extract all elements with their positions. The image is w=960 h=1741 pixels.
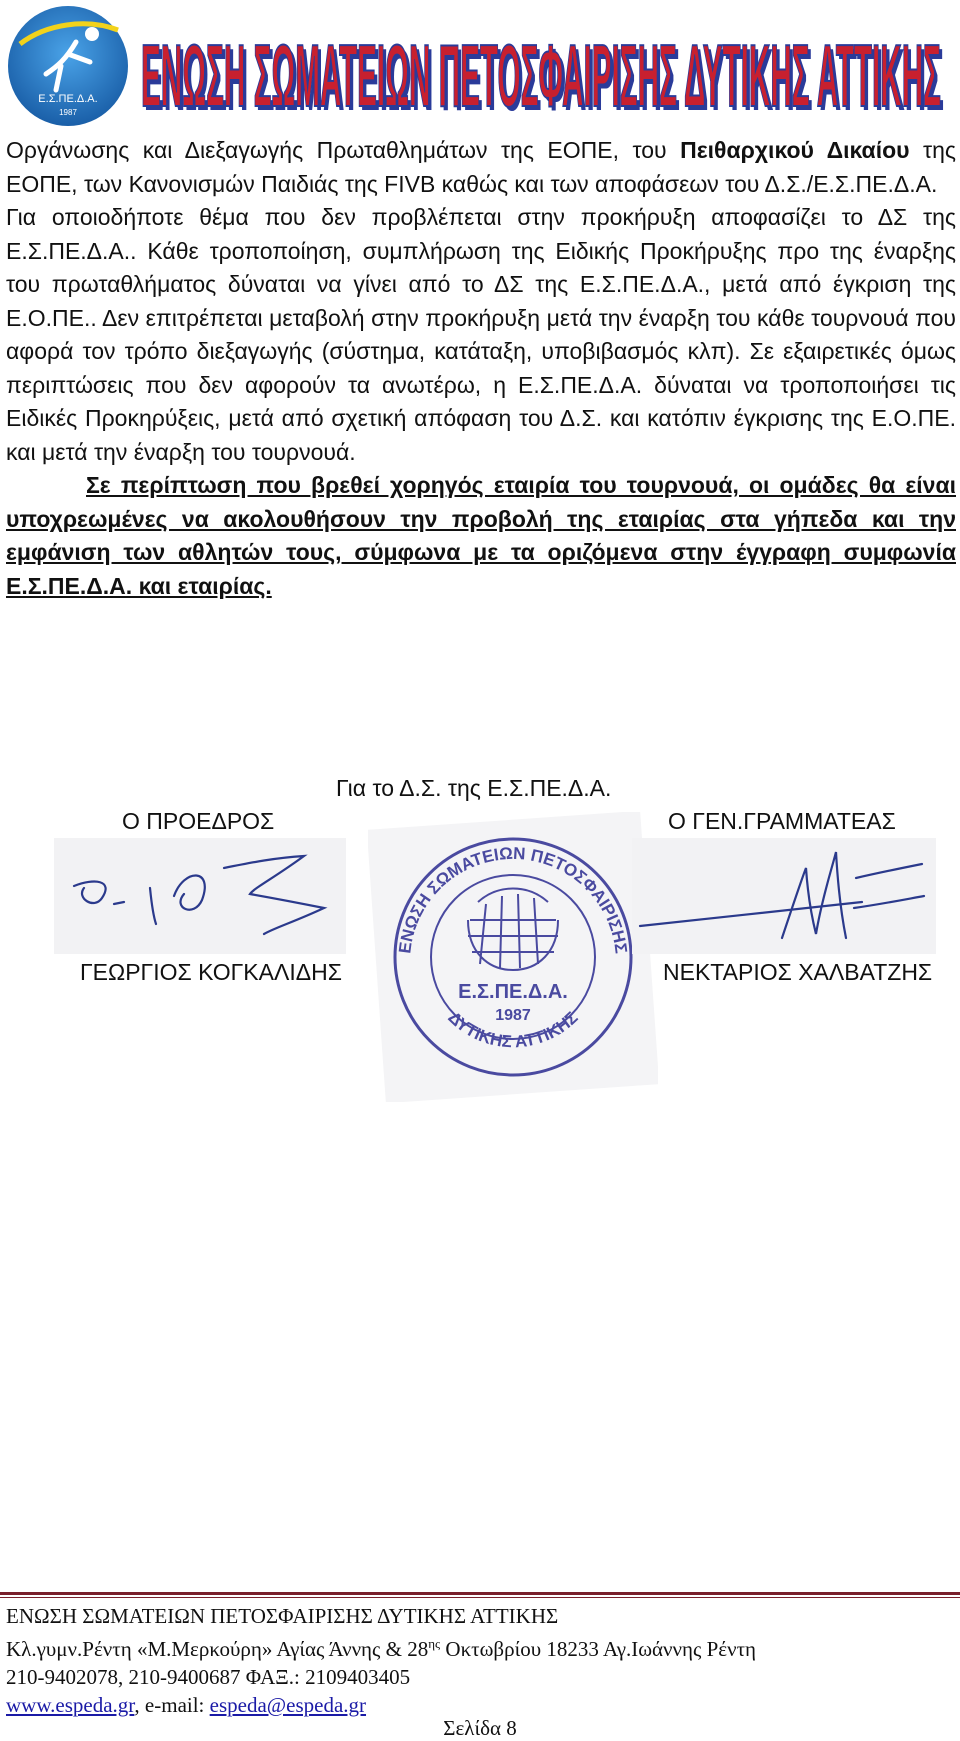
page-header xyxy=(0,0,960,132)
footer-divider xyxy=(0,1592,960,1595)
paragraph-amendments: Για οποιοδήποτε θέμα που δεν προβλέπεται στην προκήρυξη αποφασίζει το ΔΣ της Ε.Σ.ΠΕ.Δ.Α.. Κάθε τροποποίηση, συμπλήρωση της Ειδικής Προκήρυξης προ της έναρξης του πρωταθλήματος δύναται να γίνει από το ΔΣ της Ε.Σ.ΠΕ.Δ.Α., μετά από έγκριση της Ε.Ο.ΠΕ.. Δεν επιτρέπεται μεταβολή στην προκήρυξη μετά την έναρξη του κάθε τουρνουά που αφορά τον τρόπο διεξαγωγής (σύστημα, κατάταξη, υποβιβασμός κλπ). Σε εξαιρετικές όμως περιπτώσεις που δεν αφορούν τα ανωτέρω, η Ε.Σ.ΠΕ.Δ.Α. δύναται να τροποποιήσει τις Ειδικές Προκηρύξεις, μετά από σχετική απόφαση του Δ.Σ. και κατόπιν έγκρισης της Ε.Ο.ΠΕ. και μετά την έναρξη του τουρνουά. xyxy=(6,204,956,465)
footer-org: ΕΝΩΣΗ ΣΩΜΑΤΕΙΩΝ ΠΕΤΟΣΦΑΙΡΙΣΗΣ ΔΥΤΙΚΗΣ ΑΤΤΙΚΗΣ xyxy=(6,1604,559,1628)
svg-text:ΕΝΩΣΗ ΣΩΜΑΤΕΙΩΝ ΠΕΤΟΣΦΑΙΡΙΣΗΣ: ΕΝΩΣΗ ΣΩΜΑΤΕΙΩΝ ΠΕΤΟΣΦΑΙΡΙΣΗΣ ΔΥΤΙΚΗΣ ΑΤΤΙΚΗΣ xyxy=(144,30,944,128)
paragraph-regulations: Οργάνωσης και Διεξαγωγής Πρωταθλημάτων της ΕΟΠΕ, του Πειθαρχικού Δικαίου της ΕΟΠΕ, των Κανονισμών Παιδιάς της FIVB καθώς και των αποφάσεων του Δ.Σ./Ε.Σ.ΠΕ.Δ.Α. xyxy=(6,137,956,197)
secretary-signature xyxy=(632,838,936,954)
svg-text:ΕΝΩΣΗ ΣΩΜΑΤΕΙΩΝ ΠΕΤΟΣΦΑΙΡΙΣΗΣ: ΕΝΩΣΗ ΣΩΜΑΤΕΙΩΝ ΠΕΤΟΣΦΑΙΡΙΣΗΣ xyxy=(395,843,631,955)
svg-text:1987: 1987 xyxy=(495,1007,531,1024)
email-link[interactable]: espeda@espeda.gr xyxy=(209,1693,367,1717)
website-link[interactable]: www.espeda.gr xyxy=(6,1693,135,1717)
svg-text:Ε.Σ.ΠΕ.Δ.Α.: Ε.Σ.ΠΕ.Δ.Α. xyxy=(38,93,98,105)
header-banner xyxy=(134,10,949,128)
svg-text:ΕΝΩΣΗ ΣΩΜΑΤΕΙΩΝ ΠΕΤΟΣΦΑΙΡΙΣΗΣ: ΕΝΩΣΗ ΣΩΜΑΤΕΙΩΝ ΠΕΤΟΣΦΑΙΡΙΣΗΣ ΔΥΤΙΚΗΣ ΑΤΤΙΚΗΣ xyxy=(141,26,941,125)
footer-phones: 210-9402078, 210-9400687 ΦΑΞ.: 2109403405 xyxy=(6,1665,411,1689)
footer-contact: www.espeda.gr, e-mail: espeda@espeda.gr xyxy=(6,1693,367,1717)
footer-address: Κλ.γυμν.Ρέντη «Μ.Μερκούρη» Αγίας Άννης & $28^{\eta\varsigma}$ Οκτωβρίου 18233 Αγ.Ιωάννης Ρέντη xyxy=(6,1636,756,1661)
svg-text:ΔΥΤΙΚΗΣ ΑΤΤΙΚΗΣ: ΔΥΤΙΚΗΣ ΑΤΤΙΚΗΣ xyxy=(444,1007,582,1052)
espeda-logo xyxy=(6,4,130,128)
board-caption: Για το Δ.Σ. της Ε.Σ.ΠΕ.Δ.Α. xyxy=(336,775,612,801)
page-footer xyxy=(6,1602,956,1719)
page-number: Σελίδα 8 xyxy=(443,1716,517,1740)
secretary-name: ΝΕΚΤΑΡΙΟΣ ΧΑΛΒΑΤΖΗΣ xyxy=(663,959,933,985)
svg-text:1987: 1987 xyxy=(59,108,77,117)
svg-text:Ε.Σ.ΠΕ.Δ.Α.: Ε.Σ.ΠΕ.Δ.Α. xyxy=(458,981,568,1003)
association-stamp xyxy=(368,812,658,1102)
secretary-title: Ο ΓΕΝ.ΓΡΑΜΜΑΤΕΑΣ xyxy=(668,808,896,834)
paragraph-sponsor: Σε περίπτωση που βρεθεί χορηγός εταιρία του τουρνουά, οι ομάδες θα είναι υποχρεωμένες να ακολουθήσουν την προβολή της εταιρίας στα γήπεδα και την εμφάνιση των αθλητών τους, σύμφωνα με τα οριζόμενα στην έγγραφη συμφωνία Ε.Σ.ΠΕ.Δ.Α. και εταιρίας. xyxy=(6,472,956,599)
president-name: ΓΕΩΡΓΙΟΣ ΚΟΓΚΑΛΙΔΗΣ xyxy=(80,959,342,985)
document-body xyxy=(6,134,956,603)
disciplinary-law-text: Πειθαρχικού Δικαίου xyxy=(680,137,910,163)
footer-divider-thin xyxy=(0,1597,960,1598)
president-signature xyxy=(54,838,346,954)
president-title: Ο ΠΡΟΕΔΡΟΣ xyxy=(122,808,275,834)
